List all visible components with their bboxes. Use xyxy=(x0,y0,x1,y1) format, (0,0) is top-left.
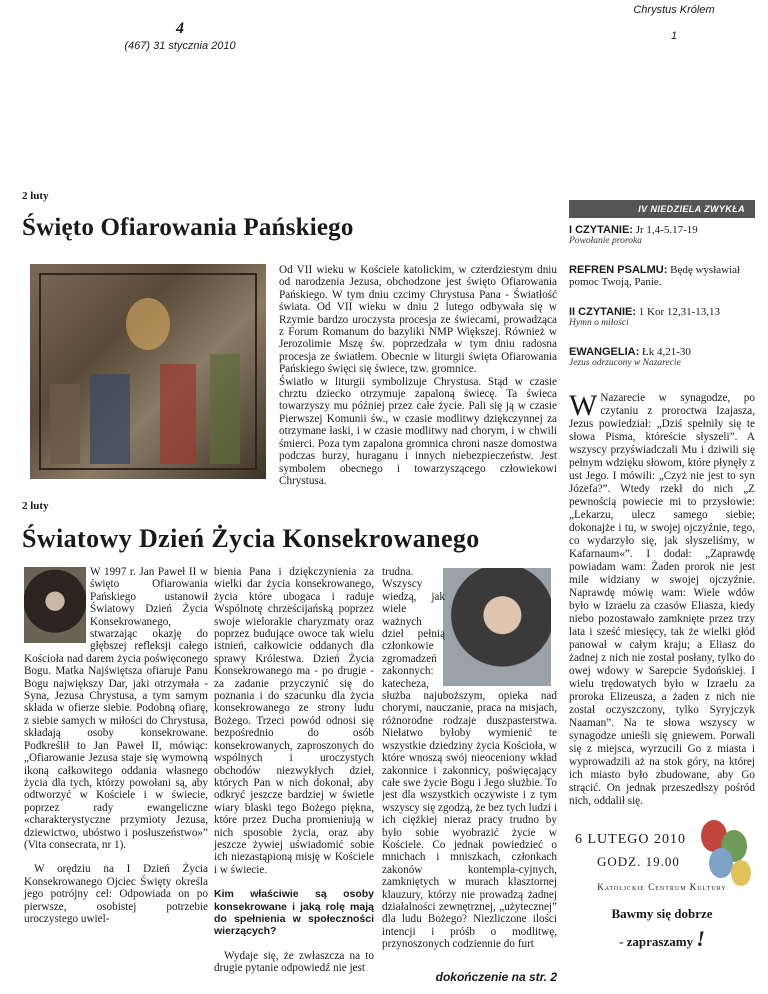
gospel-text xyxy=(569,389,755,808)
issue-date: (467) 31 stycznia 2010 xyxy=(124,40,236,52)
event-time: GODZ. 19.00 xyxy=(597,854,680,869)
reading-gospel xyxy=(569,346,755,368)
page-number: 4 xyxy=(176,20,184,37)
article1-title: Święto Ofiarowania Pańskiego xyxy=(22,214,354,241)
reading-ref: Łk 4,21-30 xyxy=(642,346,691,358)
article2-paragraph: W orędziu na I Dzień Życia Konsekrowanego Ojciec Święty określa jego potrójny cel: Odpowiada on po pierwsze, osobistej potrzebie uroczystego uwiel- xyxy=(24,863,208,925)
exclaim-mark: ! xyxy=(696,926,705,951)
article2-column-1 xyxy=(24,566,208,925)
running-number: 1 xyxy=(670,30,678,42)
sunday-banner xyxy=(569,200,755,218)
balloon-icon xyxy=(709,848,733,878)
article2-title: Światowy Dzień Życia Konsekrowanego xyxy=(22,524,480,553)
running-title: Chrystus Królem xyxy=(633,4,715,16)
image-spacer xyxy=(24,566,90,646)
banner-label: IV NIEDZIELA ZWYKŁA xyxy=(638,204,745,214)
gospel-body: Nazarecie w synagodze, po czytaniu z proroctwa Izajasza, Jezus powiedział: „Dziś spełniły się te słowa Pisma, któreście słyszeli”. A wszyscy przyświadczali Mu i dziwili się pełnym wdzięku słowom, które płynęły z ust Jego. I mówili: „Czyż nie jest to syn Józefa?”. Wtedy rzekł do nich „Z pewnością powiecie mi to przysłowie: „Lekarzu, ulecz samego siebie; dokonajże i tu, w swojej ojczyźnie, tego, co wydarzyło się, jak słyszeliśmy, w Kafarnaum«”. I dodał: „Zaprawdę powiadam wam: Żaden prorok nie jest mile widziany w swojej ojczyźnie. Naprawdę mówię wam: Wiele wdów było w Izraelu za czasów Eliasza, kiedy niebo pozostawało zamknięte przez trzy lata i sześć miesięcy, tak że wielki głód panował w całym kraju; a Eliasz do żadnej z nich nie został posłany, tylko do owej wdowy w Sarepcie Sydońskiej. I wielu trędowatych było w Izraelu za proroka Elizeusza, a żaden z nich nie został oczyszczony, tylko Syryjczyk Naaman”. Na te słowa wszyscy w synagodze unieśli się gniewem. Porwali się z miejsca, wyrzucili Go z miasta i wyprowadzili aż na stok góry, na której ich miasto było zbudowane, aby Go strącić. On jednak przeszedłszy pośród nich, oddalił się. xyxy=(569,392,755,807)
event-announcement xyxy=(567,820,757,980)
reading-subtitle: Hymn o miłości xyxy=(569,318,629,328)
article2-paragraph: trudna. Wszyscy wiedzą, jak wiele ważnych dzieł pełnią członkowie zgromadzeń zakonnych: katecheza, służba najuboższym, opieka nad chorymi, nauczanie, praca na misjach, różnorodne rodzaje duszpasterstwa. Niełatwo byłoby wymienić te wszystkie dziedziny życia Kościoła, w które wnoszą swój nieoceniony wkład zakonnice i zakonnicy, poświęcający całe swe życie Bogu i Jego służbie. To jest dla wszystkich oczywiste i z tym wszyscy się zgodzą, że bez tych ludzi i ich ciężkiej nieraz pracy trudno by było sobie wyobrazić życie w Kościele. Co jednak powiedzieć o mnichach i mniszkach, członkach zakonów kontempla-cyjnych, zamkniętych w murach klasztornej klauzury, którzy nie prowadzą żadnej działalności zewnętrznej, „użytecznej” dla ludu Bożego? Niezliczone ilości intencji i próśb o modlitwę, przynoszonych codziennie do furt xyxy=(382,566,557,951)
event-invite-line1: Bawmy się dobrze xyxy=(611,906,713,921)
reading-ref: Jr 1,4-5.17-19 xyxy=(635,224,698,236)
painting-icon xyxy=(30,264,266,479)
gospel-dropcap: W xyxy=(569,389,598,422)
article2-date-label: 2 luty xyxy=(22,500,49,512)
reading-ref: 1 Kor 12,31-13,13 xyxy=(638,306,721,318)
article2-paragraph: Wydaje się, że zwłaszcza na to drugie pytanie odpowiedź nie jest xyxy=(214,949,374,975)
reading-1 xyxy=(569,224,755,246)
image-spacer xyxy=(445,566,557,688)
event-place: Katolickie Centrum Kultury xyxy=(597,882,727,892)
continued-link[interactable]: dokończenie na str. 2 xyxy=(435,970,557,984)
article2-subheading: Kim właściwie są osoby konsekrowane i jaką rolę mają do spełnienia w społeczności wierzących? xyxy=(214,888,374,938)
article1-paragraph: Od VII wieku w Kościele katolickim, w czterdziestym dniu od narodzenia Jezusa, obchodzone jest święto Ofiarowania Pańskiego. W tym dniu czcimy Chrystusa Pana - Światłość świata. Od VII wieku w dniu 2 lutego odbywała się w Rzymie bardzo uroczysta procesja ze świecami, prowadząca z Forum Romanum do bazyliki NMP Większej. Również w Jerozolimie Mszę św. poprzedzała w tym dniu radosna procesja ze światłem. Obecnie w liturgii święta Ofiarowania Pańskiego święci się świece, tzw. gromnice. xyxy=(279,264,557,376)
article1-paragraph: Światło w liturgii symbolizuje Chrystusa. Stąd w czasie chrztu dziecko otrzymuje zapaloną świecę. Ta świeca towarzyszy mu później przez całe życie. Pali się ją w czasie Pierwszej Komunii św., w czasie modlitwy dziękczynnej za otrzymane łaski, i w czasie modlitwy nad chorym, i w chwili śmierci. Poza tym zapalona gromnica chroni nasze domostwa podczas burzy, huraganu i innych niebezpieczeństw. Jest symbolem obecnego i towarzyszącego człowiekowi Chrystusa. xyxy=(279,375,557,487)
event-date: 6 LUTEGO 2010 xyxy=(575,832,686,847)
event-invite-line2 xyxy=(567,926,757,952)
reading-label: I CZYTANIE: xyxy=(569,224,633,236)
invite-text: - zapraszamy xyxy=(619,934,694,949)
reading-ref: Będę wysławiał pomoc Twoją, Panie. xyxy=(569,264,741,288)
article2-column-3 xyxy=(382,566,557,951)
reading-psalm xyxy=(569,264,755,288)
article2-paragraph: bienia Pana i dziękczynienia za wielki dar życia konsekrowanego, życia które ubogaca i raduje Wspólnotę chrześcijańską poprzez swoje wielorakie charyzmaty oraz poprzez budujące owoce tak wielu istnień, całkowicie oddanych dla sprawy Królestwa. Dzień Życia Konsekrowanego ma - po drugie - za zadanie przyczynić się do poznania i do szacunku dla życia konsekrowanego ze strony ludu Bożego. Trzeci powód odnosi się bezpośrednio do osób konsekrowanych, zaproszonych do wspólnych i uroczystych obchodów niezwykłych dzieł, których Pan w nich dokonał, aby odkryć jeszcze bardziej w świetle wiary blaski tego Bożego piękna, które przez Ducha promieniują w nich sposobie życia, oraz aby jeszcze żywiej uświadomić sobie ich niezastąpioną misję w Kościele i w świecie. xyxy=(214,566,374,876)
painting-presentation-image xyxy=(30,264,266,479)
article1-date-label: 2 luty xyxy=(22,190,49,202)
reading-2 xyxy=(569,306,755,328)
reading-label: EWANGELIA: xyxy=(569,346,640,358)
reading-label: II CZYTANIE: xyxy=(569,306,637,318)
article1-body xyxy=(279,264,557,487)
article2-column-2 xyxy=(214,566,374,975)
reading-label: REFREN PSALMU: xyxy=(569,264,668,276)
article2-paragraph: W 1997 r. Jan Paweł II w święto Ofiarowania Pańskiego ustanowił Światowy Dzień Życia Konsekrowanego, stwarzając okazję do głębszej refleksji całego Kościoła nad darem życia poświęconego Bogu. Matka Najświętsza ofiaruje Panu Bogu największy Dar, jaki otrzymała - Syna, Jezusa Chrystusa, a tym samym składa w ofierze siebie. Podobną ofiarę, z siebie samych w miłości do Chrystusa, składają osoby konsekrowane. Podkreślił to Jan Paweł II, mówiąc: „Ofiarowanie Jezusa staje się wymowną ikoną całkowitego oddania własnego życia dla tych, którzy powołani są, aby odtworzyć w Kościele i w świecie, poprzez rady ewangeliczne «charakterystyczne przymioty Jezusa, dziewictwo, ubóstwo i posłuszeństwo»” (Vita consecrata, nr 1). xyxy=(24,566,208,851)
reading-subtitle: Powołanie proroka xyxy=(569,236,642,246)
reading-subtitle: Jezus odrzucony w Nazarecie xyxy=(569,358,681,368)
